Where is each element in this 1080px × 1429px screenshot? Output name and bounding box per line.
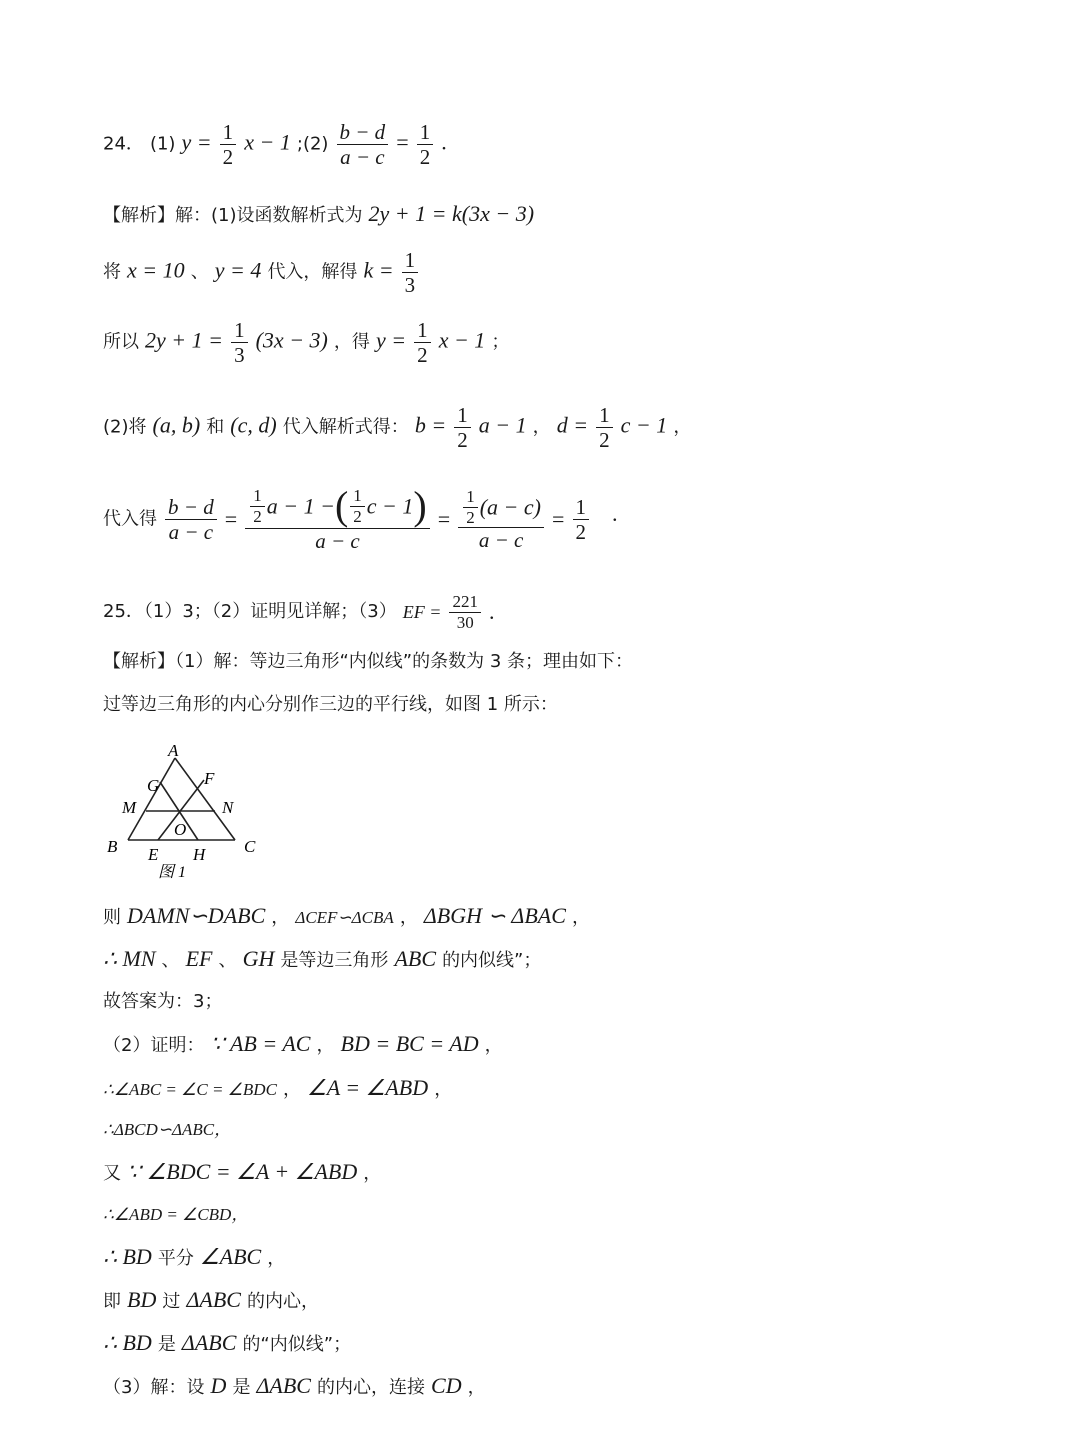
label-e: E [148, 845, 159, 864]
fraction-bd-over-ac: $\frac{b - d}{a - c}$ [165, 495, 217, 544]
label-b: B [107, 837, 118, 856]
q25-solution-line-10: ∴∠ABD = ∠CBD， [103, 1205, 249, 1224]
fraction-half: $\frac{1}{2}$ [220, 120, 237, 169]
q25-solution-line-6: （2）证明： ∵ AB = AC ， BD = BC = AD ， [103, 1031, 503, 1056]
fraction-third: $\frac{1}{3}$ [231, 318, 248, 367]
q25-solution-line-8: ∴ΔBCD∽ΔABC， [103, 1120, 232, 1139]
q25-solution-line-3: 则 DAMN∽DABC ， ΔCEF∽ΔCBA ， ΔBGH ∽ ΔBAC ， [103, 903, 590, 928]
label-h: H [193, 845, 206, 864]
fraction-half: $\frac{1}{2}$ [454, 403, 471, 452]
fraction-bd-over-ac: $\frac{b - d}{a - c}$ [337, 120, 389, 169]
q25-answer: 25．（1）3；（2）证明见详解；（3） EF = $\frac{221}{30}$ . [103, 592, 495, 632]
fraction-half: $\frac{1}{2}$ [417, 120, 434, 169]
q24-solution-line-1: 【解析】解：(1)设函数解析式为 2y + 1 = k(3x − 3) [103, 201, 535, 226]
fraction-half: $\frac{1}{2}$ [596, 403, 613, 452]
q24-solution-line-4: (2)将 (a, b) 和 (c, d) 代入解析式得： b = $\frac{1}{2}$ a − 1 ， d = $\frac{1}{2}$ c − 1 ， [103, 403, 692, 453]
fraction-half: $\frac{1}{2}$ [573, 495, 590, 544]
q24-part1: (1) [149, 133, 176, 155]
figure-1-triangle [100, 740, 270, 885]
compound-fraction-2: $\frac{1}{2}$ (a − c) a − c [458, 487, 544, 552]
label-f: F [204, 769, 215, 788]
q24-solution-line-5: 代入得 $\frac{b - d}{a - c}$ = $\frac{1}{2}$ a − 1 −( $\frac{1}{2}$ c − 1) a − c = $\frac{1}{2}$ (a − c) a − c = $\frac{1}{2}$ · [103, 483, 619, 554]
q25-solution-line-2: 过等边三角形的内心分别作三边的平行线，如图 1 所示： [103, 694, 558, 715]
q24-solution-line-2: 将 x = 10 、 y = 4 代入，解得 k = $\frac{1}{3}$ [103, 248, 420, 297]
q25-solution-line-7: ∴∠ABC = ∠C = ∠BDC ， ∠A = ∠ABD ， [103, 1075, 453, 1100]
q25-solution-line-1: 【解析】（1）解：等边三角形“内似线”的条数为 3 条；理由如下： [103, 651, 633, 672]
fraction-ef: $\frac{221}{30}$ [449, 592, 481, 632]
q25-solution-line-12: 即 BD 过 ΔABC 的内心， [103, 1287, 319, 1312]
figure-caption: 图 1 [158, 864, 187, 881]
label-a: A [168, 741, 179, 760]
fraction-half: $\frac{1}{2}$ [414, 318, 431, 367]
label-m: M [122, 798, 137, 817]
q25-solution-line-14: （3）解：设 D 是 ΔABC 的内心，连接 CD ， [103, 1373, 486, 1398]
q24-solution-line-3: 所以 2y + 1 = $\frac{1}{3}$ (3x − 3) ，得 y = $\frac{1}{2}$ x − 1 ； [103, 318, 510, 368]
q24-answer: 24． (1) y = $\frac{1}{2}$ x − 1 ;(2) $\frac{b - d}{a - c}$ = $\frac{1}{2}$ . [103, 120, 447, 170]
q25-solution-line-11: ∴ BD 平分 ∠ABC ， [103, 1244, 286, 1269]
compound-fraction-1: $\frac{1}{2}$ a − 1 −( $\frac{1}{2}$ c − 1) a − c [245, 486, 429, 553]
label-n: N [222, 798, 234, 817]
q24-number: 24． [103, 133, 144, 155]
q25-solution-line-9: 又 ∵ ∠BDC = ∠A + ∠ABD ， [103, 1159, 382, 1184]
label-o: O [174, 820, 187, 839]
q25-solution-line-13: ∴ BD 是 ΔABC 的“内似线”； [103, 1330, 352, 1355]
q25-solution-line-4: ∴ MN 、 EF 、 GH 是等边三角形 ABC 的内似线”； [103, 946, 542, 971]
fraction-third: $\frac{1}{3}$ [402, 248, 419, 297]
label-c: C [244, 837, 256, 856]
label-g: G [147, 776, 160, 795]
q25-solution-line-5: 故答案为：3； [103, 991, 223, 1012]
